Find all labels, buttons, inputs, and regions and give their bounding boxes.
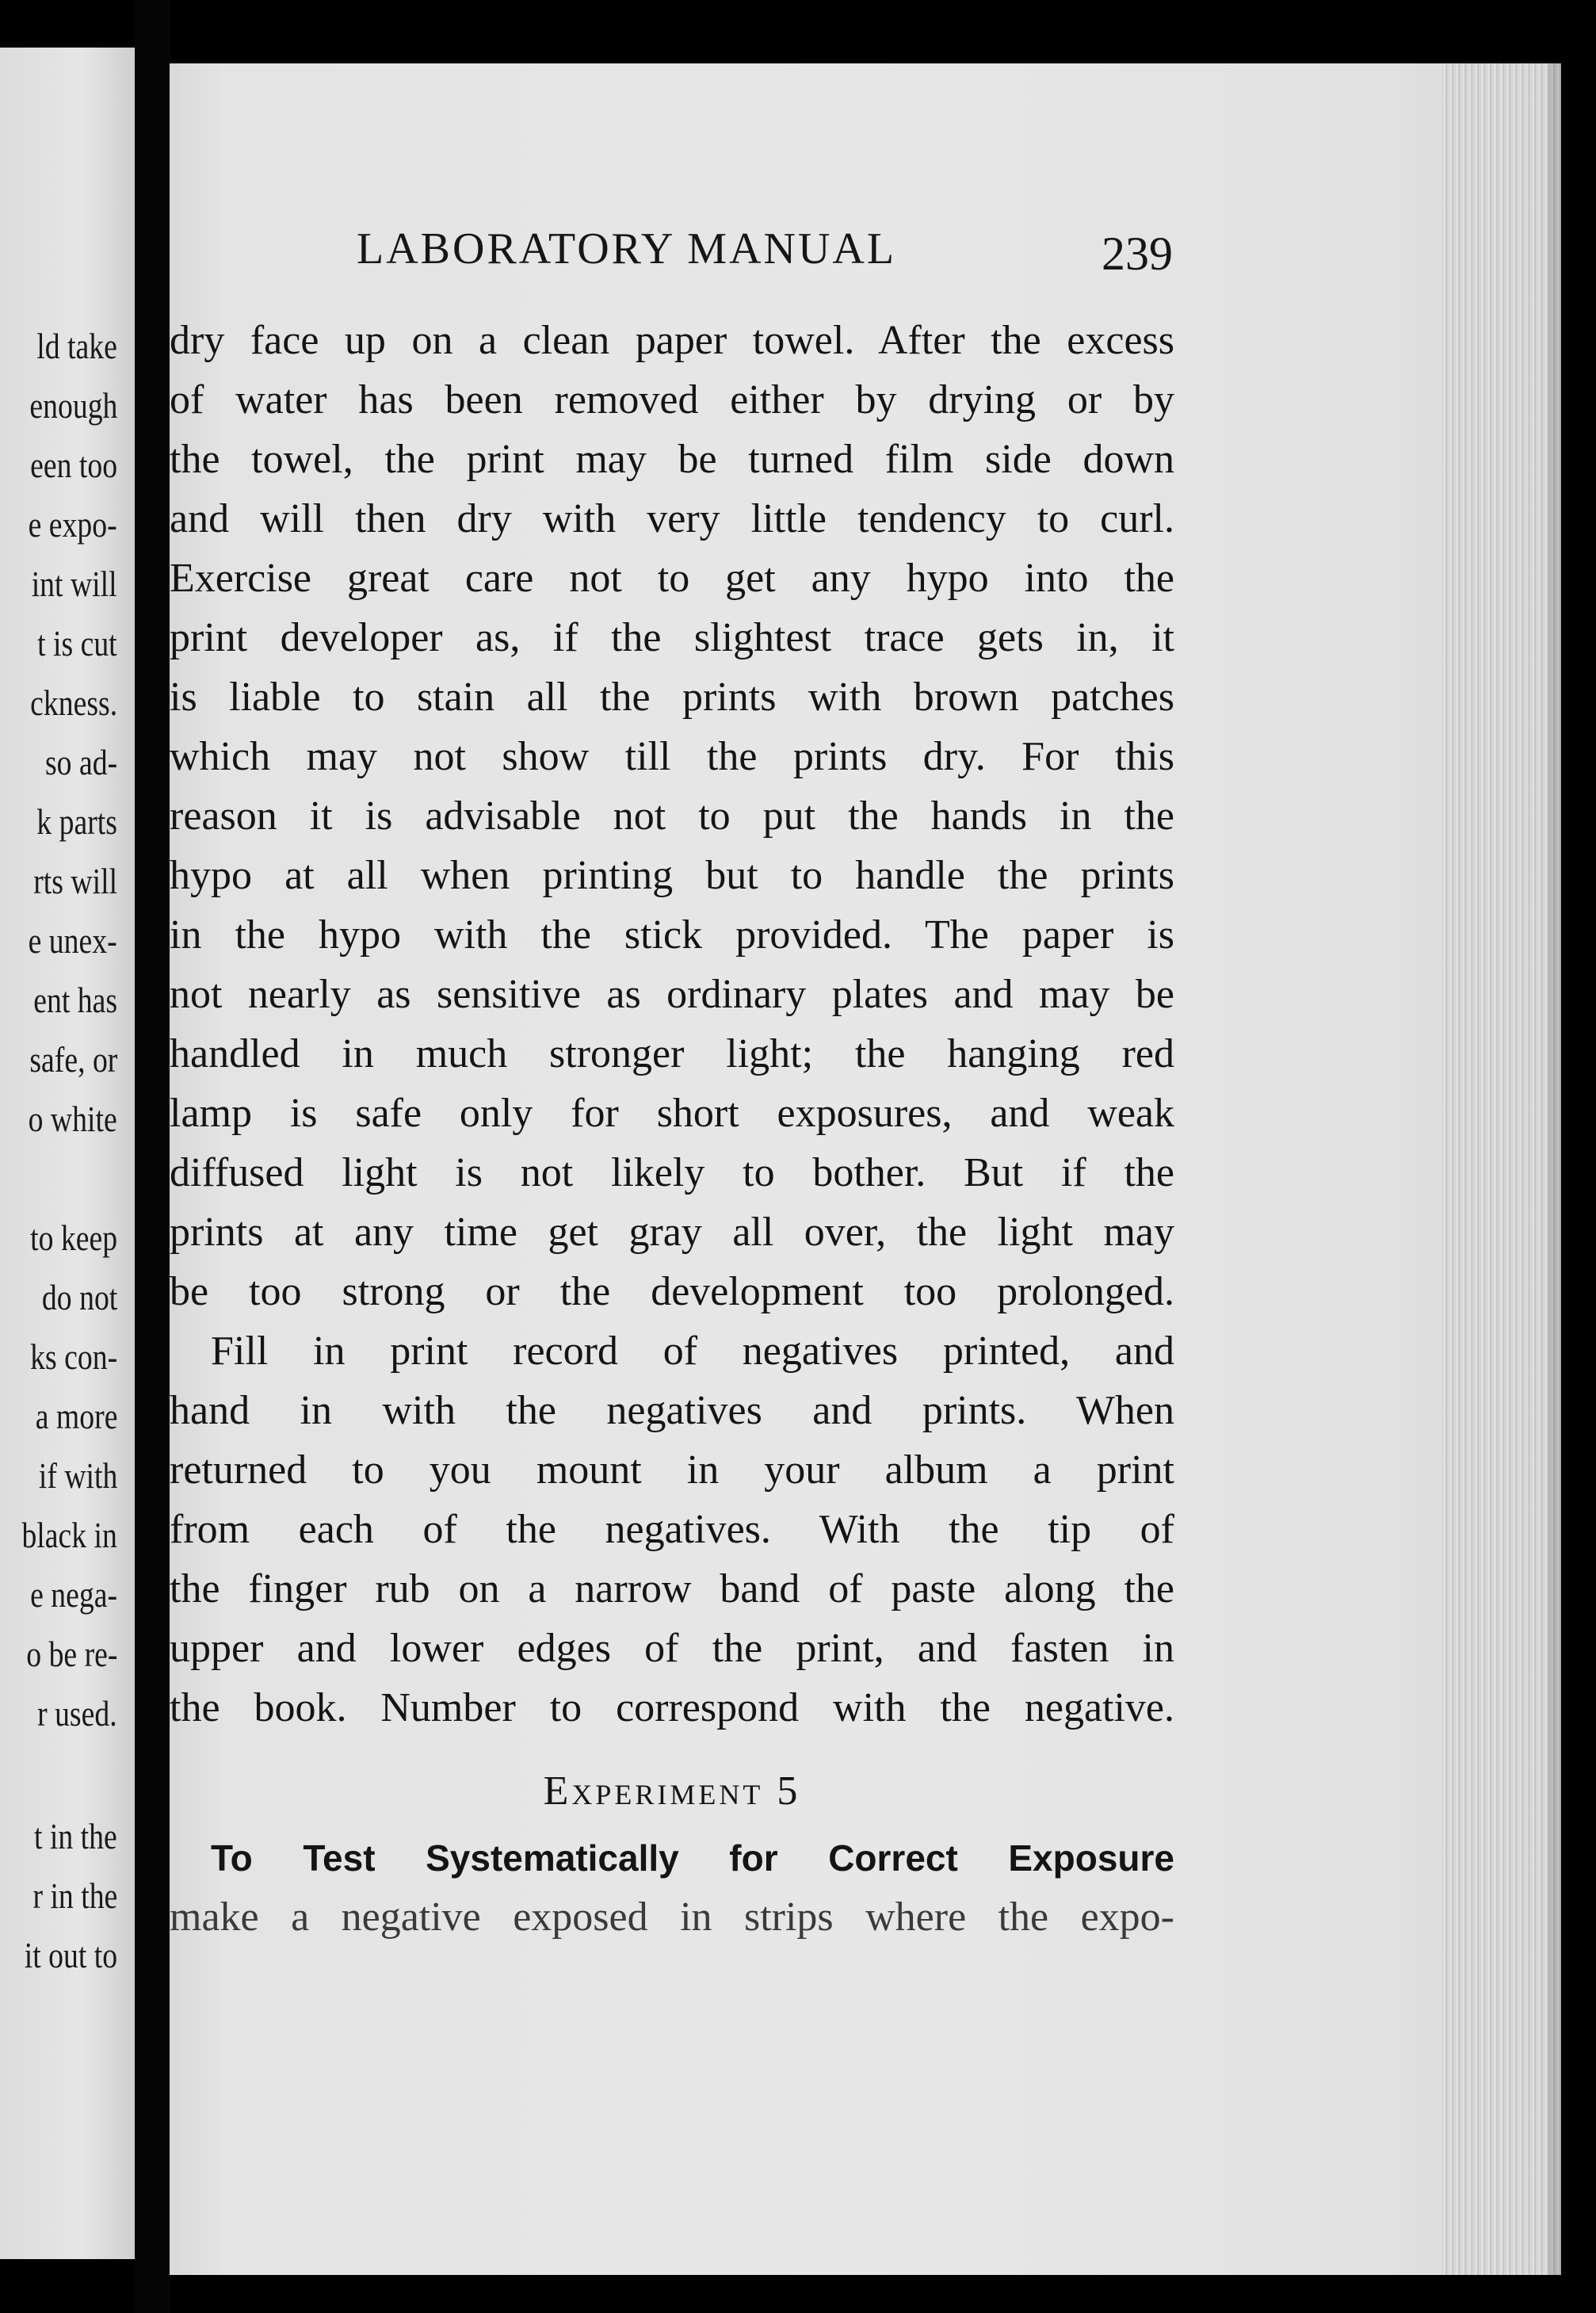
left-page-line: ld take	[36, 326, 117, 366]
text-line: reason it is advisable not to put the hands in the	[170, 793, 1174, 839]
left-page-line: e unex-	[28, 920, 117, 961]
left-page-line: ckness.	[30, 682, 117, 723]
left-page-line: to keep	[30, 1218, 117, 1258]
text-line: of water has been removed either by drying or by	[170, 377, 1174, 422]
text-line: the finger rub on a narrow band of paste along the	[170, 1566, 1174, 1611]
paragraph	[170, 1828, 1174, 1947]
text-line: prints at any time get gray all over, the light may	[170, 1210, 1174, 1255]
page-edge-stack	[1442, 63, 1561, 2275]
left-page-line: safe, or	[29, 1039, 117, 1080]
bold-lead-in: To Test Systematically for Correct Exposure	[211, 1837, 1174, 1879]
left-page-line: een too	[30, 445, 117, 485]
left-page-line: e nega-	[30, 1574, 117, 1615]
experiment-heading: Experiment 5	[543, 1768, 801, 1814]
text-line: hypo at all when printing but to handle the prints	[170, 853, 1174, 898]
left-page-line: r in the	[32, 1875, 117, 1916]
text-line	[170, 1828, 1174, 1887]
text-line: the towel, the print may be turned film side down	[170, 437, 1174, 482]
text-line: Fill in print record of negatives printed, and	[211, 1329, 1174, 1374]
left-page-line: do not	[41, 1277, 117, 1317]
text-line: make a negative exposed in strips where the expo-	[170, 1894, 1174, 1940]
text-line: be too strong or the development too prolonged.	[170, 1269, 1174, 1314]
page-body	[170, 311, 1174, 1947]
left-page-line: so ad-	[44, 742, 117, 782]
left-page-fragment	[0, 48, 135, 2259]
text-line: upper and lower edges of the print, and fasten in	[170, 1626, 1174, 1671]
paragraph	[170, 1321, 1174, 1738]
text-line: from each of the negatives. With the tip of	[170, 1507, 1174, 1552]
left-page-line: int will	[32, 564, 117, 604]
left-page-line: if with	[38, 1455, 117, 1496]
text-line: not nearly as sensitive as ordinary plates and may be	[170, 972, 1174, 1017]
text-line: hand in with the negatives and prints. When	[170, 1388, 1174, 1433]
left-page-line: t in the	[34, 1816, 117, 1856]
text-line: print developer as, if the slightest trace gets in, it	[170, 615, 1174, 660]
left-page-line: o be re-	[25, 1634, 117, 1674]
text-line: which may not show till the prints dry. For this	[170, 734, 1174, 779]
text-line: in the hypo with the stick provided. The paper is	[170, 912, 1174, 958]
left-page-line: ks con-	[30, 1336, 117, 1377]
left-page-line: o white	[28, 1099, 117, 1139]
text-line: handled in much stronger light; the hanging red	[170, 1031, 1174, 1076]
page-number: 239	[1102, 227, 1173, 280]
left-page-line: rts will	[33, 861, 117, 901]
book-gutter	[135, 0, 171, 2313]
paragraph	[170, 311, 1174, 1321]
text-line: and will then dry with very little tendency to curl.	[170, 496, 1174, 541]
text-line: Exercise great care not to get any hypo into the	[170, 556, 1174, 601]
text-line: dry face up on a clean paper towel. After the excess	[170, 318, 1174, 363]
text-line: lamp is safe only for short exposures, and weak	[170, 1091, 1174, 1136]
text-line: the book. Number to correspond with the negative.	[170, 1685, 1174, 1730]
running-header	[357, 224, 1173, 287]
left-page-line: a more	[35, 1396, 117, 1436]
text-line: returned to you mount in your album a print	[170, 1447, 1174, 1493]
left-page-line: enough	[29, 385, 117, 426]
left-page-line: r used.	[37, 1693, 117, 1734]
text-line: is liable to stain all the prints with brown patches	[170, 675, 1174, 720]
text-line: diffused light is not likely to bother. But if the	[170, 1150, 1174, 1195]
left-page-line: black in	[21, 1515, 117, 1555]
left-page-line: e expo-	[28, 504, 117, 545]
left-page-line: it out to	[24, 1935, 117, 1975]
left-page-line: k parts	[36, 801, 117, 842]
left-page-line: t is cut	[37, 623, 117, 663]
running-title: LABORATORY MANUAL	[357, 224, 897, 273]
left-page-line: ent has	[33, 980, 117, 1020]
